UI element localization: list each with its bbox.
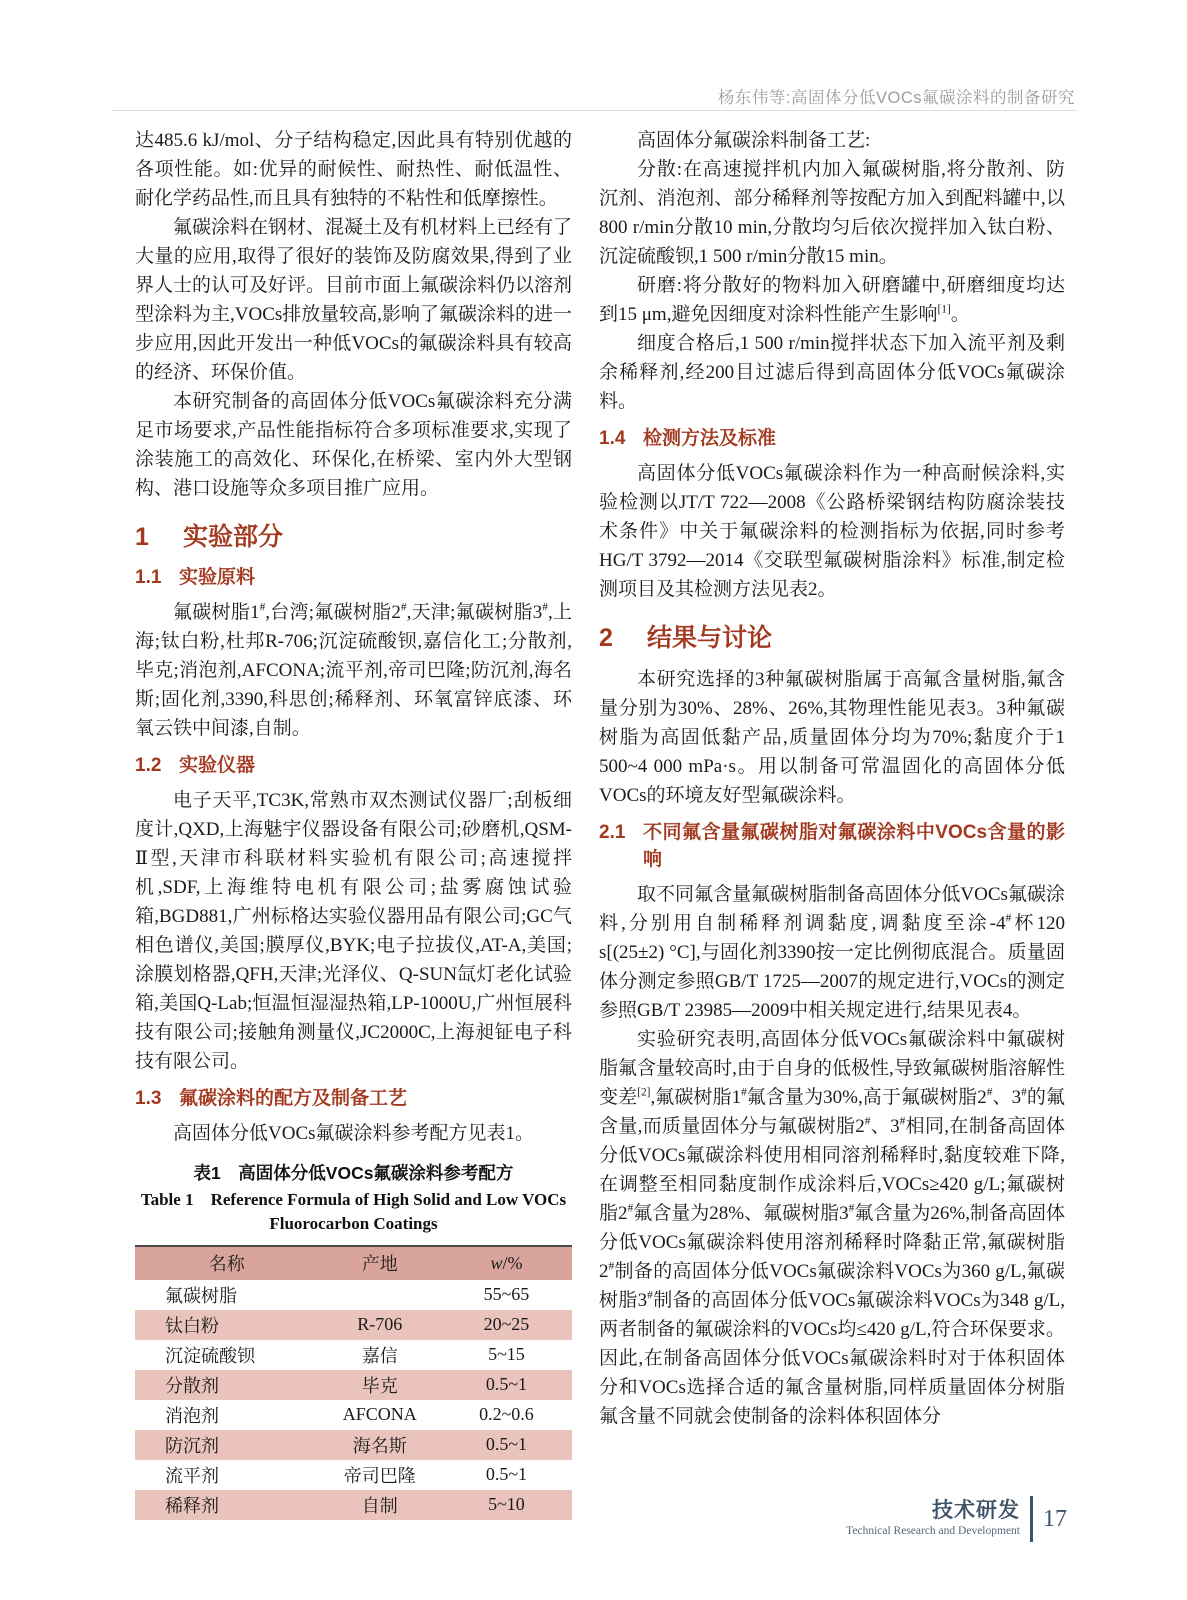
section-heading-1-1 [135, 564, 572, 591]
paragraph-materials: 氟碳树脂1#,台湾;氟碳树脂2#,天津;氟碳树脂3#,上海;钛白粉,杜邦R-706;沉淀硫酸钡,嘉信化工;分散剂,毕克;消泡剂,AFCONA;流平剂,帝司巴隆;防沉剂,海名斯;固化剂,3390,科思创;稀释剂、环氧富锌底漆、环氧云铁中间漆,自制。 [135, 601, 572, 739]
table-cell: 钛白粉 [165, 1315, 219, 1336]
section-heading-2-1 [599, 819, 1065, 873]
table-cell: 20~25 [483, 1314, 530, 1335]
table-cell: 5~10 [488, 1494, 525, 1515]
table-row [135, 1400, 572, 1430]
table-cell: 0.5~1 [485, 1374, 528, 1395]
table-row [135, 1430, 572, 1460]
paragraph: 实验研究表明,高固体分低VOCs氟碳涂料中氟碳树脂氟含量较高时,由于自身的低极性,导致氟碳树脂溶解性变差[2],氟碳树脂1#氟含量为30%,高于氟碳树脂2#、3#的氟含量,而质量固体分与氟碳树脂2#、3#相同,在制备高固体分低VOCs氟碳涂料使用相同溶剂稀释时,黏度较难下降,在调整至相同黏度制作成涂料后,VOCs≥420 g/L;氟碳树脂2#氟含量为28%、氟碳树脂3#氟含量为26%,制备高固体分低VOCs氟碳涂料使用溶剂稀释时降黏正常,氟碳树脂2#制备的高固体分低VOCs氟碳涂料VOCs为360 g/L,氟碳树脂3#制备的高固体分低VOCs氟碳涂料VOCs为348 g/L,两者制备的氟碳涂料的VOCs均≤420 g/L,符合环保要求。因此,在制备高固体分低VOCs氟碳涂料时对于体积固体分和VOCs选择合适的氟含量树脂,同样质量固体分树脂氟含量不同就会使制备的涂料体积固体分 [599, 1028, 1065, 1427]
paragraph: 本研究制备的高固体分低VOCs氟碳涂料充分满足市场要求,产品性能指标符合多项标准要求,实现了涂装施工的高效化、环保化,在桥梁、室内外大型钢构、港口设施等众多项目推广应用。 [135, 391, 572, 499]
paragraph: 研磨:将分散好的物料加入研磨罐中,研磨细度均达到15 μm,避免因细度对涂料性能产生影响[1]。 [599, 275, 1065, 325]
table-cell [319, 1280, 441, 1310]
section-title: 实验原料 [179, 566, 256, 588]
section-title: 实验仪器 [179, 754, 256, 776]
table-cell: 沉淀硫酸钡 [165, 1345, 255, 1366]
section-title: 氟碳涂料的配方及制备工艺 [179, 1087, 408, 1109]
table-cell: 0.2~0.6 [479, 1404, 534, 1425]
section-heading-2 [599, 624, 1065, 653]
table-cell: 0.5~1 [485, 1434, 528, 1455]
running-head: 杨东伟等:高固体分低VOCs氟碳涂料的制备研究 [717, 89, 1075, 107]
header-rule [112, 110, 1077, 111]
table-cell: 5~15 [488, 1344, 525, 1365]
table-row [135, 1490, 572, 1520]
table1-caption-en: Table 1 Reference Formula of High Solid and Low VOCs [140, 1189, 567, 1209]
section-number: 2 [599, 624, 613, 652]
paragraph-instruments: 电子天平,TC3K,常熟市双杰测试仪器厂;刮板细度计,QXD,上海魅宇仪器设备有限公司;砂磨机,QSM-Ⅱ型,天津市科联材料实验机有限公司;高速搅拌机,SDF,上海维特电机有限公司;盐雾腐蚀试验箱,BGD881,广州标格达实验仪器用品有限公司;GC气相色谱仪,美国;膜厚仪,BYK;电子拉拔仪,AT-A,美国;涂膜划格器,QFH,天津;光泽仪、Q-SUN氙灯老化试验箱,美国Q-Lab;恒温恒湿湿热箱,LP-1000U,广州恒展科技有限公司;接触角测量仪,JC2000C,上海昶钲电子科技有限公司。 [135, 789, 572, 1072]
table1-caption-en-2: Fluorocarbon Coatings [269, 1213, 438, 1233]
paragraph: 高固体分氟碳涂料制备工艺: [637, 130, 871, 151]
table1-caption-zh: 表1 高固体分低VOCs氟碳涂料参考配方 [193, 1162, 514, 1183]
table-cell: 分散剂 [165, 1375, 219, 1396]
section-number: 2.1 [599, 821, 626, 843]
paragraph: 细度合格后,1 500 r/min搅拌状态下加入流平剂及剩余稀释剂,经200目过滤后得到高固体分低VOCs氟碳涂料。 [599, 333, 1065, 412]
paragraph: 达485.6 kJ/mol、分子结构稳定,因此具有特别优越的各项性能。如:优异的耐候性、耐热性、耐低温性、耐化学药品性,而且具有独特的不粘性和低摩擦性。 [135, 130, 572, 209]
table-cell: 氟碳树脂 [165, 1285, 237, 1306]
table-cell: 稀释剂 [165, 1495, 219, 1516]
section-heading-1 [135, 523, 572, 552]
section-number: 1.4 [599, 428, 626, 449]
table1-header [135, 1246, 572, 1280]
section-number: 1.3 [135, 1087, 162, 1109]
section-heading-1-3 [135, 1085, 572, 1112]
table-row [135, 1280, 572, 1310]
section-title: 检测方法及标准 [643, 428, 777, 449]
table-cell: 0.5~1 [485, 1464, 528, 1485]
table-cell: 海名斯 [352, 1435, 407, 1456]
column-header-weight-percent: w/% [441, 1246, 572, 1280]
table-cell: 嘉信 [361, 1345, 398, 1366]
section-number: 1.1 [135, 566, 162, 588]
two-column-layout [135, 126, 1065, 1520]
table-cell: 55~65 [483, 1284, 530, 1305]
left-column [135, 126, 572, 1520]
column-header-origin: 产地 [319, 1246, 441, 1280]
section-number: 1.2 [135, 754, 162, 776]
page-footer [846, 1496, 1067, 1542]
table1-body [135, 1280, 572, 1520]
paragraph-table-reference: 高固体分低VOCs氟碳涂料参考配方见表1。 [173, 1122, 535, 1144]
table1-reference-formula [135, 1245, 572, 1520]
section-title: 不同氟含量氟碳树脂对氟碳涂料中VOCs含量的影响 [643, 821, 1065, 870]
paragraph: 分散:在高速搅拌机内加入氟碳树脂,将分散剂、防沉剂、消泡剂、部分稀释剂等按配方加入到配料罐中,以800 r/min分散10 min,分散均匀后依次搅拌加入钛白粉、沉淀硫酸钡,1 500 r/min分散15 min。 [599, 159, 1065, 267]
table-header-row [135, 1246, 572, 1280]
section-title: 实验部分 [183, 523, 284, 551]
table-cell: 毕克 [361, 1375, 398, 1396]
column-header-name: 名称 [135, 1246, 319, 1280]
table-row [135, 1370, 572, 1400]
section-heading-1-4 [599, 425, 1065, 452]
table-cell: R-706 [357, 1314, 403, 1335]
table-row [135, 1310, 572, 1340]
table-row [135, 1460, 572, 1490]
paragraph: 本研究选择的3种氟碳树脂属于高氟含量树脂,氟含量分别为30%、28%、26%,其物理性能见表3。3种氟碳树脂为高固低黏产品,质量固体分均为70%;黏度介于1 500~4 000 mPa·s。用以制备可常温固化的高固体分低VOCs的环境友好型氟碳涂料。 [599, 668, 1065, 806]
table-cell: 流平剂 [165, 1465, 219, 1486]
paragraph: 取不同氟含量氟碳树脂制备高固体分低VOCs氟碳涂料,分别用自制稀释剂调黏度,调黏度至涂-4#杯120 s[(25±2) °C],与固化剂3390按一定比例彻底混合。质量固体分测定参照GB/T 1725—2007的规定进行,VOCs的测定参照GB/T 23985—2009中相关规定进行,结果见表4。 [599, 883, 1065, 1021]
section-heading-1-2 [135, 752, 572, 779]
section-number: 1 [135, 523, 149, 551]
table-row [135, 1340, 572, 1370]
section-title: 结果与讨论 [647, 624, 773, 652]
table-cell: 帝司巴隆 [343, 1465, 416, 1486]
right-column [599, 126, 1065, 1520]
table-cell: 消泡剂 [165, 1405, 219, 1426]
footer-section-zh: 技术研发 [932, 1499, 1020, 1522]
table-cell: 自制 [361, 1495, 398, 1516]
table-cell: 防沉剂 [165, 1435, 219, 1456]
footer-section-labels [846, 1499, 1030, 1539]
table-cell: AFCONA [342, 1404, 417, 1425]
page-number: 17 [1043, 1505, 1067, 1532]
paragraph: 氟碳涂料在钢材、混凝土及有机材料上已经有了大量的应用,取得了很好的装饰及防腐效果,得到了业界人士的认可及好评。目前市面上氟碳涂料仍以溶剂型涂料为主,VOCs排放量较高,影响了氟碳涂料的进一步应用,因此开发出一种低VOCs的氟碳涂料具有较高的经济、环保价值。 [135, 217, 573, 383]
footer-section-en: Technical Research and Development [846, 1525, 1020, 1537]
paragraph: 高固体分低VOCs氟碳涂料作为一种高耐候涂料,实验检测以JT/T 722—2008《公路桥梁钢结构防腐涂装技术条件》中关于氟碳涂料的检测指标为依据,同时参考HG/T 3792—2014《交联型氟碳树脂涂料》标准,制定检测项目及其检测方法见表2。 [599, 463, 1065, 600]
